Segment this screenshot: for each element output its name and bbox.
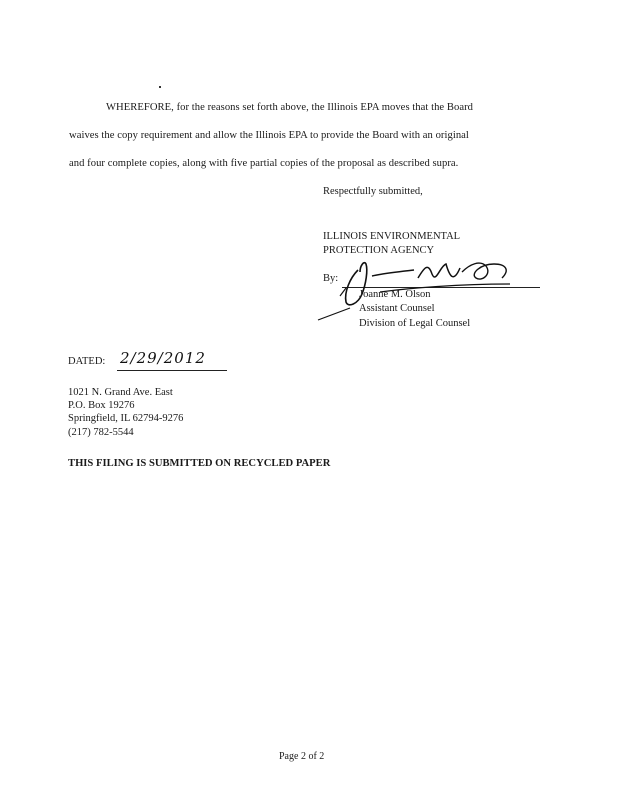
- body-paragraph-line-3: and four complete copies, along with five partial copies of the proposal as described supra.: [69, 158, 459, 169]
- recycled-paper-notice: THIS FILING IS SUBMITTED ON RECYCLED PAPER: [68, 458, 331, 469]
- dated-underline: [117, 370, 227, 371]
- signer-name: Joanne M. Olson: [359, 289, 431, 300]
- agency-name-line-2: PROTECTION AGENCY: [323, 245, 435, 256]
- closing-text: Respectfully submitted,: [323, 186, 423, 197]
- address-block: [68, 386, 183, 439]
- signer-block: [359, 288, 470, 331]
- body-paragraph-line-1: WHEREFORE, for the reasons set forth above, the Illinois EPA moves that the Board: [106, 102, 474, 113]
- scan-speck: [159, 86, 161, 88]
- signer-title: Assistant Counsel: [359, 303, 435, 315]
- address-po-box: P.O. Box 19276: [68, 400, 135, 412]
- address-city: Springfield, IL 62794-9276: [68, 413, 184, 425]
- agency-name-line-1: ILLINOIS ENVIRONMENTAL: [323, 231, 461, 242]
- by-label: By:: [323, 273, 339, 284]
- address-phone: (217) 782-5544: [68, 426, 134, 438]
- dated-label: DATED:: [68, 356, 106, 367]
- page-number: Page 2 of 2: [279, 751, 325, 762]
- signer-division: Division of Legal Counsel: [359, 317, 471, 329]
- body-paragraph-line-2: waives the copy requirement and allow the Illinois EPA to provide the Board with an original: [69, 130, 469, 141]
- dated-value: 2/29/2012: [120, 349, 206, 367]
- address-street: 1021 N. Grand Ave. East: [68, 387, 173, 398]
